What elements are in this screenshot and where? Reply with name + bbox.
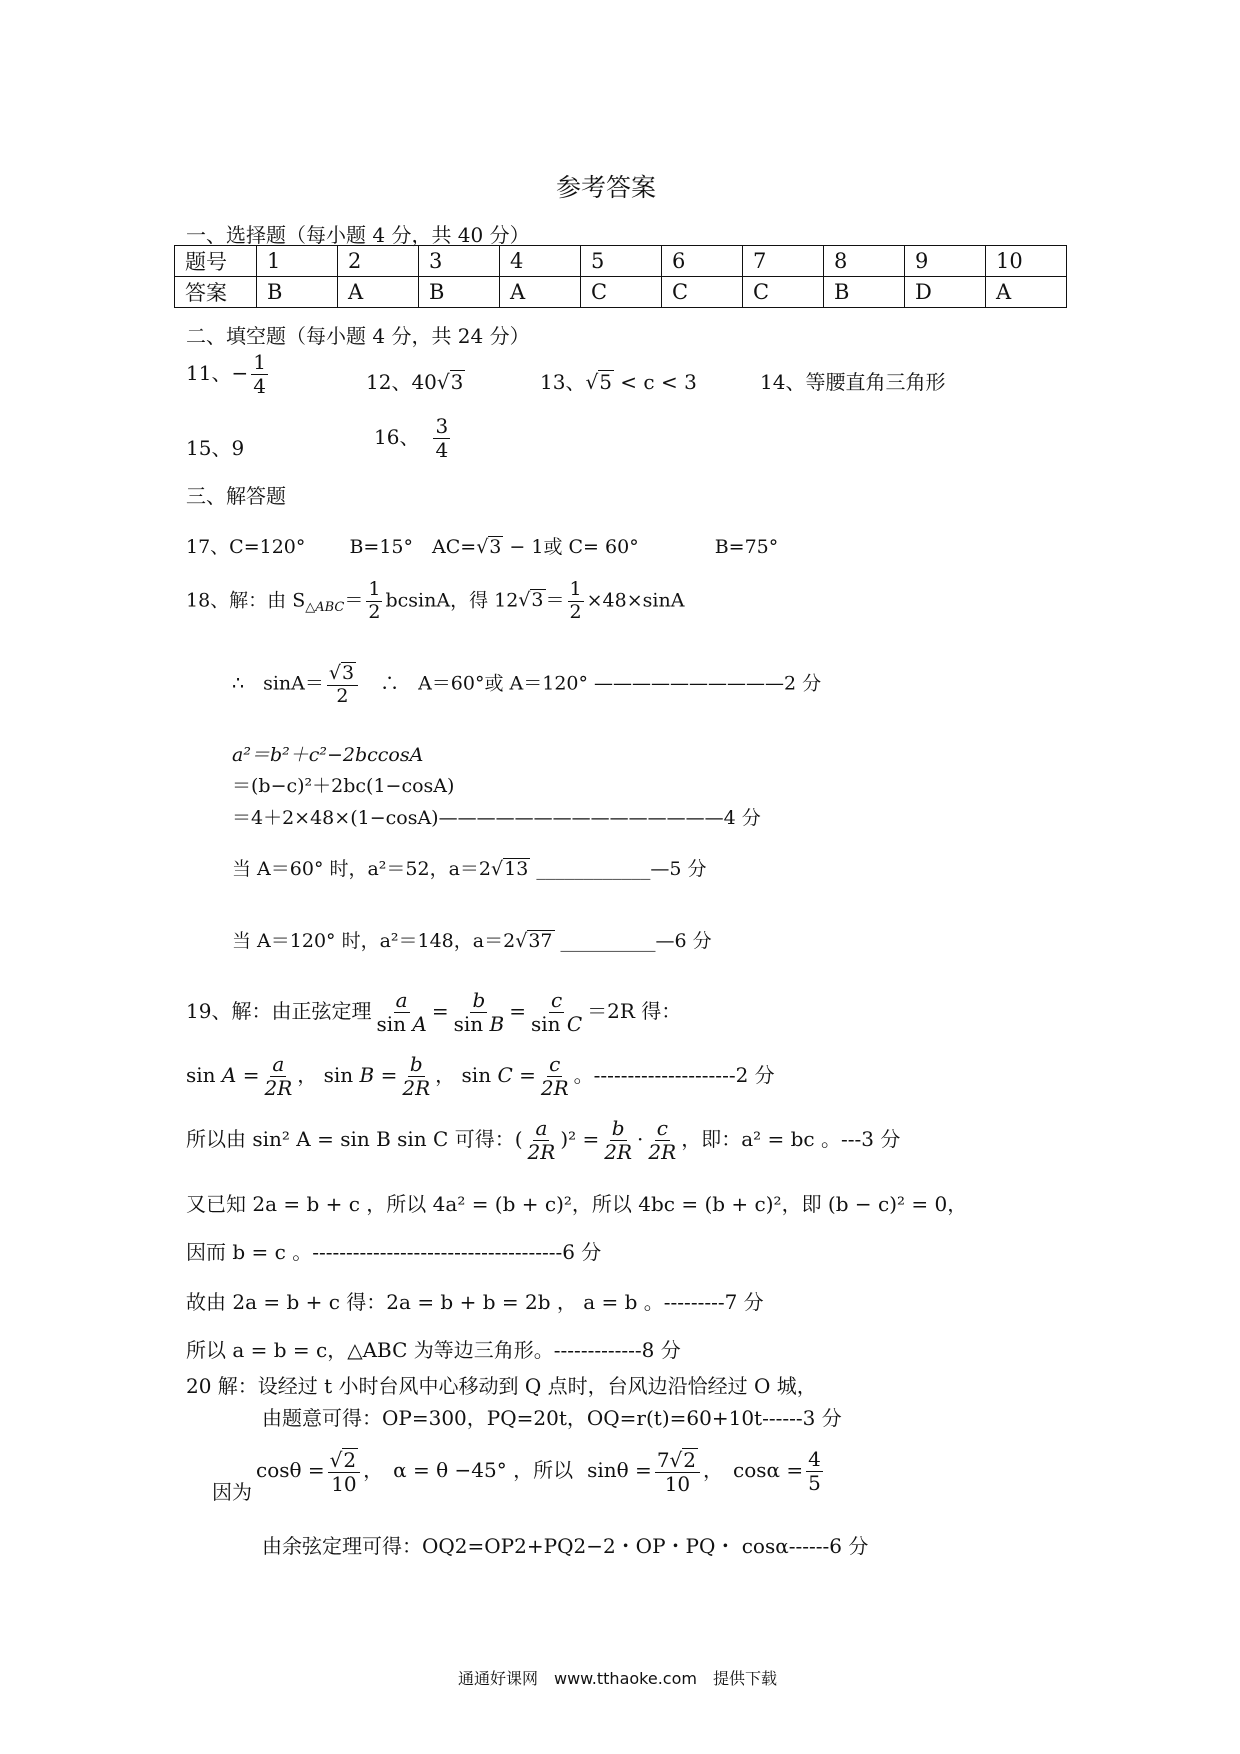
- q19-l3-text-a: 所以由 sin² A = sin B sin C 可得：(: [186, 1127, 523, 1151]
- denominator: 4: [435, 438, 449, 462]
- numerator: 1: [368, 578, 381, 600]
- q20-l3-text-a: 因为: [212, 1480, 252, 1504]
- numerator: 4: [808, 1447, 821, 1471]
- table-cell: A: [338, 277, 419, 308]
- section1-heading: 一、选择题（每小题 4 分，共 40 分）: [186, 223, 530, 247]
- radicand: 2: [343, 1448, 357, 1472]
- answer-15: 15、9: [186, 436, 245, 460]
- row-label: 题号: [175, 246, 257, 277]
- table-cell: C: [662, 277, 743, 308]
- q18-l2-text-b: ∴ A＝60°或 A＝120° ——————————2 分: [361, 672, 822, 695]
- q19-l1-text-a: 19、解：由正弦定理: [186, 999, 372, 1023]
- q17-text-a: 17、C=120° B=15° AC=: [186, 536, 477, 558]
- table-cell: 10: [986, 246, 1067, 277]
- answer-20-line3: [212, 1447, 826, 1504]
- numerator: 1: [253, 350, 266, 374]
- fraction: [646, 1118, 678, 1163]
- fraction: [327, 662, 358, 707]
- answer-11: [186, 352, 271, 397]
- sqrt-expression: √3: [328, 662, 355, 684]
- q18-text-c: bcsinA，得 12: [385, 589, 519, 612]
- minus-sign: −: [231, 361, 249, 385]
- denominator: sin C: [530, 1012, 583, 1036]
- numerator: a: [395, 988, 408, 1012]
- answer-19-line3: 所以由 sin² A = sin B sin C 可得：( $\frac{a}{2R}$ )² = $\frac{b}{2R}$ · $\frac{c}{2R}$ ，即：a² = bc 。---3 分: [186, 1116, 901, 1164]
- radicand: 2: [683, 1448, 697, 1472]
- q17-text-b: − 1或 C= 60° B=75°: [503, 536, 779, 558]
- denominator: 5: [808, 1471, 821, 1495]
- section2-heading: 二、填空题（每小题 4 分，共 24 分）: [186, 324, 530, 348]
- answer-19-line5: 因而 b = c 。-------------------------------------6 分: [186, 1240, 602, 1264]
- numerator: [655, 1448, 700, 1473]
- answer-20-line1: 20 解：设经过 t 小时台风中心移动到 Q 点时，台风边沿恰经过 O 城，: [186, 1374, 817, 1398]
- fraction: [366, 580, 382, 623]
- table-cell: 8: [824, 246, 905, 277]
- fraction: [529, 990, 584, 1035]
- subscript: △ABC: [305, 600, 345, 616]
- sin-theta-label: sinθ =: [587, 1458, 652, 1482]
- table-cell: 2: [338, 246, 419, 277]
- table-row: [175, 246, 1067, 277]
- numerator: [328, 1448, 360, 1473]
- q18-text-e: ×48×sinA: [586, 589, 685, 612]
- table-cell: B: [257, 277, 338, 308]
- answer-18-line6: [232, 854, 706, 881]
- table-cell: A: [986, 277, 1067, 308]
- denominator: 2: [336, 684, 349, 707]
- q18-l7-text-b: __________—6 分: [554, 930, 712, 952]
- q18-l6-text-b: ____________—5 分: [530, 858, 707, 880]
- radicand: 3: [450, 370, 464, 394]
- table-row: [175, 277, 1067, 308]
- denominator: 2R: [604, 1140, 633, 1164]
- sqrt-expression: √3: [436, 370, 464, 394]
- numerator: a: [535, 1116, 548, 1140]
- fraction: [602, 1118, 634, 1163]
- sqrt-expression: √5: [585, 370, 612, 394]
- q18-l7-text-a: 当 A＝120° 时，a²＝148，a＝2: [232, 930, 516, 952]
- table-cell: 5: [581, 246, 662, 277]
- denominator: 2R: [402, 1076, 431, 1100]
- page-title: 参考答案: [556, 173, 657, 202]
- fraction: [568, 580, 584, 623]
- denominator: 2: [569, 600, 582, 623]
- answer-19-line2: sin A = $\frac{a}{2R}$ ， sin B = $\frac{b}{2R}$ ， sin C = $\frac{c}{2R}$ 。---------------------2 分: [186, 1052, 775, 1100]
- equals: ＝: [344, 589, 364, 612]
- equals: ＝: [545, 589, 565, 612]
- table-cell: 1: [257, 246, 338, 277]
- numerator: [327, 662, 358, 686]
- coefficient: 40: [411, 370, 437, 394]
- answer-18-line7: [232, 926, 712, 953]
- answer-19-line6: 故由 2a = b + c 得：2a = b + b = 2b ， a = b 。---------7 分: [186, 1290, 764, 1314]
- numerator: c: [550, 988, 563, 1012]
- table-cell: 9: [905, 246, 986, 277]
- q19-l3-text-c: ，即：a² = bc 。---3 分: [681, 1127, 901, 1151]
- numerator: c: [656, 1116, 668, 1140]
- answer-19-line1: 19、解：由正弦定理 $\frac{a}{\text{sin A}}$ = $\frac{b}{\text{sin B}}$ = $\frac{c}{\text{sin C}}$ ＝2R 得：: [186, 988, 682, 1036]
- q18-text-a: 18、解：由 S: [186, 589, 306, 612]
- fraction: [400, 1054, 432, 1099]
- inequality: < c < 3: [613, 370, 697, 394]
- radicand: 3: [341, 662, 355, 684]
- answer-18-line2: [232, 662, 821, 707]
- q-label: 12、: [366, 370, 412, 394]
- answer-14: 14、等腰直角三角形: [760, 370, 946, 394]
- q19-l3-text-b: )² =: [560, 1127, 600, 1151]
- fraction: [251, 352, 268, 397]
- sqrt-expression: √13: [491, 858, 529, 880]
- denominator: 2R: [527, 1140, 556, 1164]
- q19-l2-text-b: 。---------------------2 分: [573, 1063, 775, 1087]
- numerator: b: [472, 988, 486, 1012]
- answer-table: [174, 245, 1067, 308]
- q18-l2-text-a: ∴ sinA＝: [232, 672, 324, 695]
- radicand: 37: [528, 930, 553, 952]
- radicand: 3: [531, 589, 544, 612]
- fraction: [433, 416, 450, 461]
- table-cell: 7: [743, 246, 824, 277]
- q20-l3-text-c: ， cosα =: [703, 1458, 804, 1482]
- answer-12: [366, 366, 465, 395]
- q-label: 13、: [540, 370, 586, 394]
- denominator: sin B: [453, 1012, 505, 1036]
- numerator: 1: [569, 578, 582, 600]
- answer-16: [374, 416, 453, 461]
- denominator: 10: [331, 1472, 357, 1496]
- table-cell: 3: [419, 246, 500, 277]
- q19-l1-text-b: ＝2R 得：: [587, 999, 682, 1023]
- radicand: 3: [489, 536, 502, 558]
- answer-20-line2: 由题意可得：OP=300，PQ=20t，OQ=r(t)=60+10t------3 分: [262, 1406, 842, 1430]
- table-cell: A: [500, 277, 581, 308]
- fraction: [452, 990, 507, 1035]
- numerator: b: [611, 1116, 625, 1140]
- sqrt-expression: √3: [476, 536, 502, 558]
- coefficient: 7: [656, 1448, 670, 1472]
- page-footer: 通通好课网 www.tthaoke.com 提供下载: [458, 1669, 777, 1688]
- sqrt-expression: √37: [515, 930, 553, 952]
- answer-17: [186, 532, 778, 559]
- row-label: 答案: [175, 277, 257, 308]
- numerator: 3: [435, 414, 449, 438]
- sqrt-expression: √2: [669, 1448, 697, 1472]
- q20-l3-text-b: ， α = θ −45° ，所以: [363, 1458, 574, 1482]
- answer-18-line4: ＝(b−c)²＋2bc(1−cosA): [232, 775, 455, 797]
- fraction: [539, 1054, 571, 1099]
- numerator: b: [409, 1052, 423, 1076]
- answer-18-line3: a²＝b²＋c²−2bccosA: [232, 744, 424, 766]
- denominator: 2R: [264, 1076, 293, 1100]
- cos-theta-label: cosθ =: [256, 1458, 325, 1482]
- table-cell: B: [419, 277, 500, 308]
- numerator: a: [272, 1052, 285, 1076]
- radicand: 13: [504, 858, 529, 880]
- table-cell: C: [743, 277, 824, 308]
- denominator: 2R: [540, 1076, 569, 1100]
- answer-19-line7: 所以 a = b = c，△ABC 为等边三角形。-------------8 分: [186, 1338, 681, 1362]
- sqrt-expression: √3: [518, 589, 544, 612]
- answer-18-line5: ＝4＋2×48×(1−cosA)———————————————4 分: [232, 807, 761, 829]
- q-label: 11、: [186, 361, 232, 385]
- table-cell: D: [905, 277, 986, 308]
- table-cell: B: [824, 277, 905, 308]
- denominator: 2R: [648, 1140, 677, 1164]
- answer-18-line1: [186, 580, 684, 623]
- section3-heading: 三、解答题: [186, 484, 286, 508]
- denominator: sin A: [376, 1012, 427, 1036]
- fraction: [262, 1054, 294, 1099]
- fraction: [328, 1448, 360, 1495]
- table-cell: 6: [662, 246, 743, 277]
- denominator: 4: [253, 374, 266, 398]
- table-cell: 4: [500, 246, 581, 277]
- sqrt-expression: √2: [329, 1448, 357, 1472]
- denominator: 10: [664, 1472, 691, 1496]
- answer-19-line4: 又已知 2a = b + c ，所以 4a² = (b + c)²，所以 4bc = (b + c)²，即 (b − c)² = 0，: [186, 1192, 968, 1216]
- fraction: [655, 1448, 700, 1495]
- numerator: c: [549, 1052, 561, 1076]
- answer-20-line4: 由余弦定理可得：OQ2=OP2+PQ2−2・OP・PQ・ cosα------6 分: [262, 1534, 869, 1558]
- fraction: [806, 1449, 823, 1494]
- answer-13: [540, 366, 697, 395]
- denominator: 2: [368, 600, 381, 623]
- radicand: 5: [599, 370, 612, 394]
- q18-l6-text-a: 当 A＝60° 时，a²＝52，a＝2: [232, 858, 492, 880]
- table-cell: C: [581, 277, 662, 308]
- q-label: 16、: [374, 425, 420, 449]
- fraction: [374, 990, 428, 1035]
- fraction: [526, 1118, 558, 1163]
